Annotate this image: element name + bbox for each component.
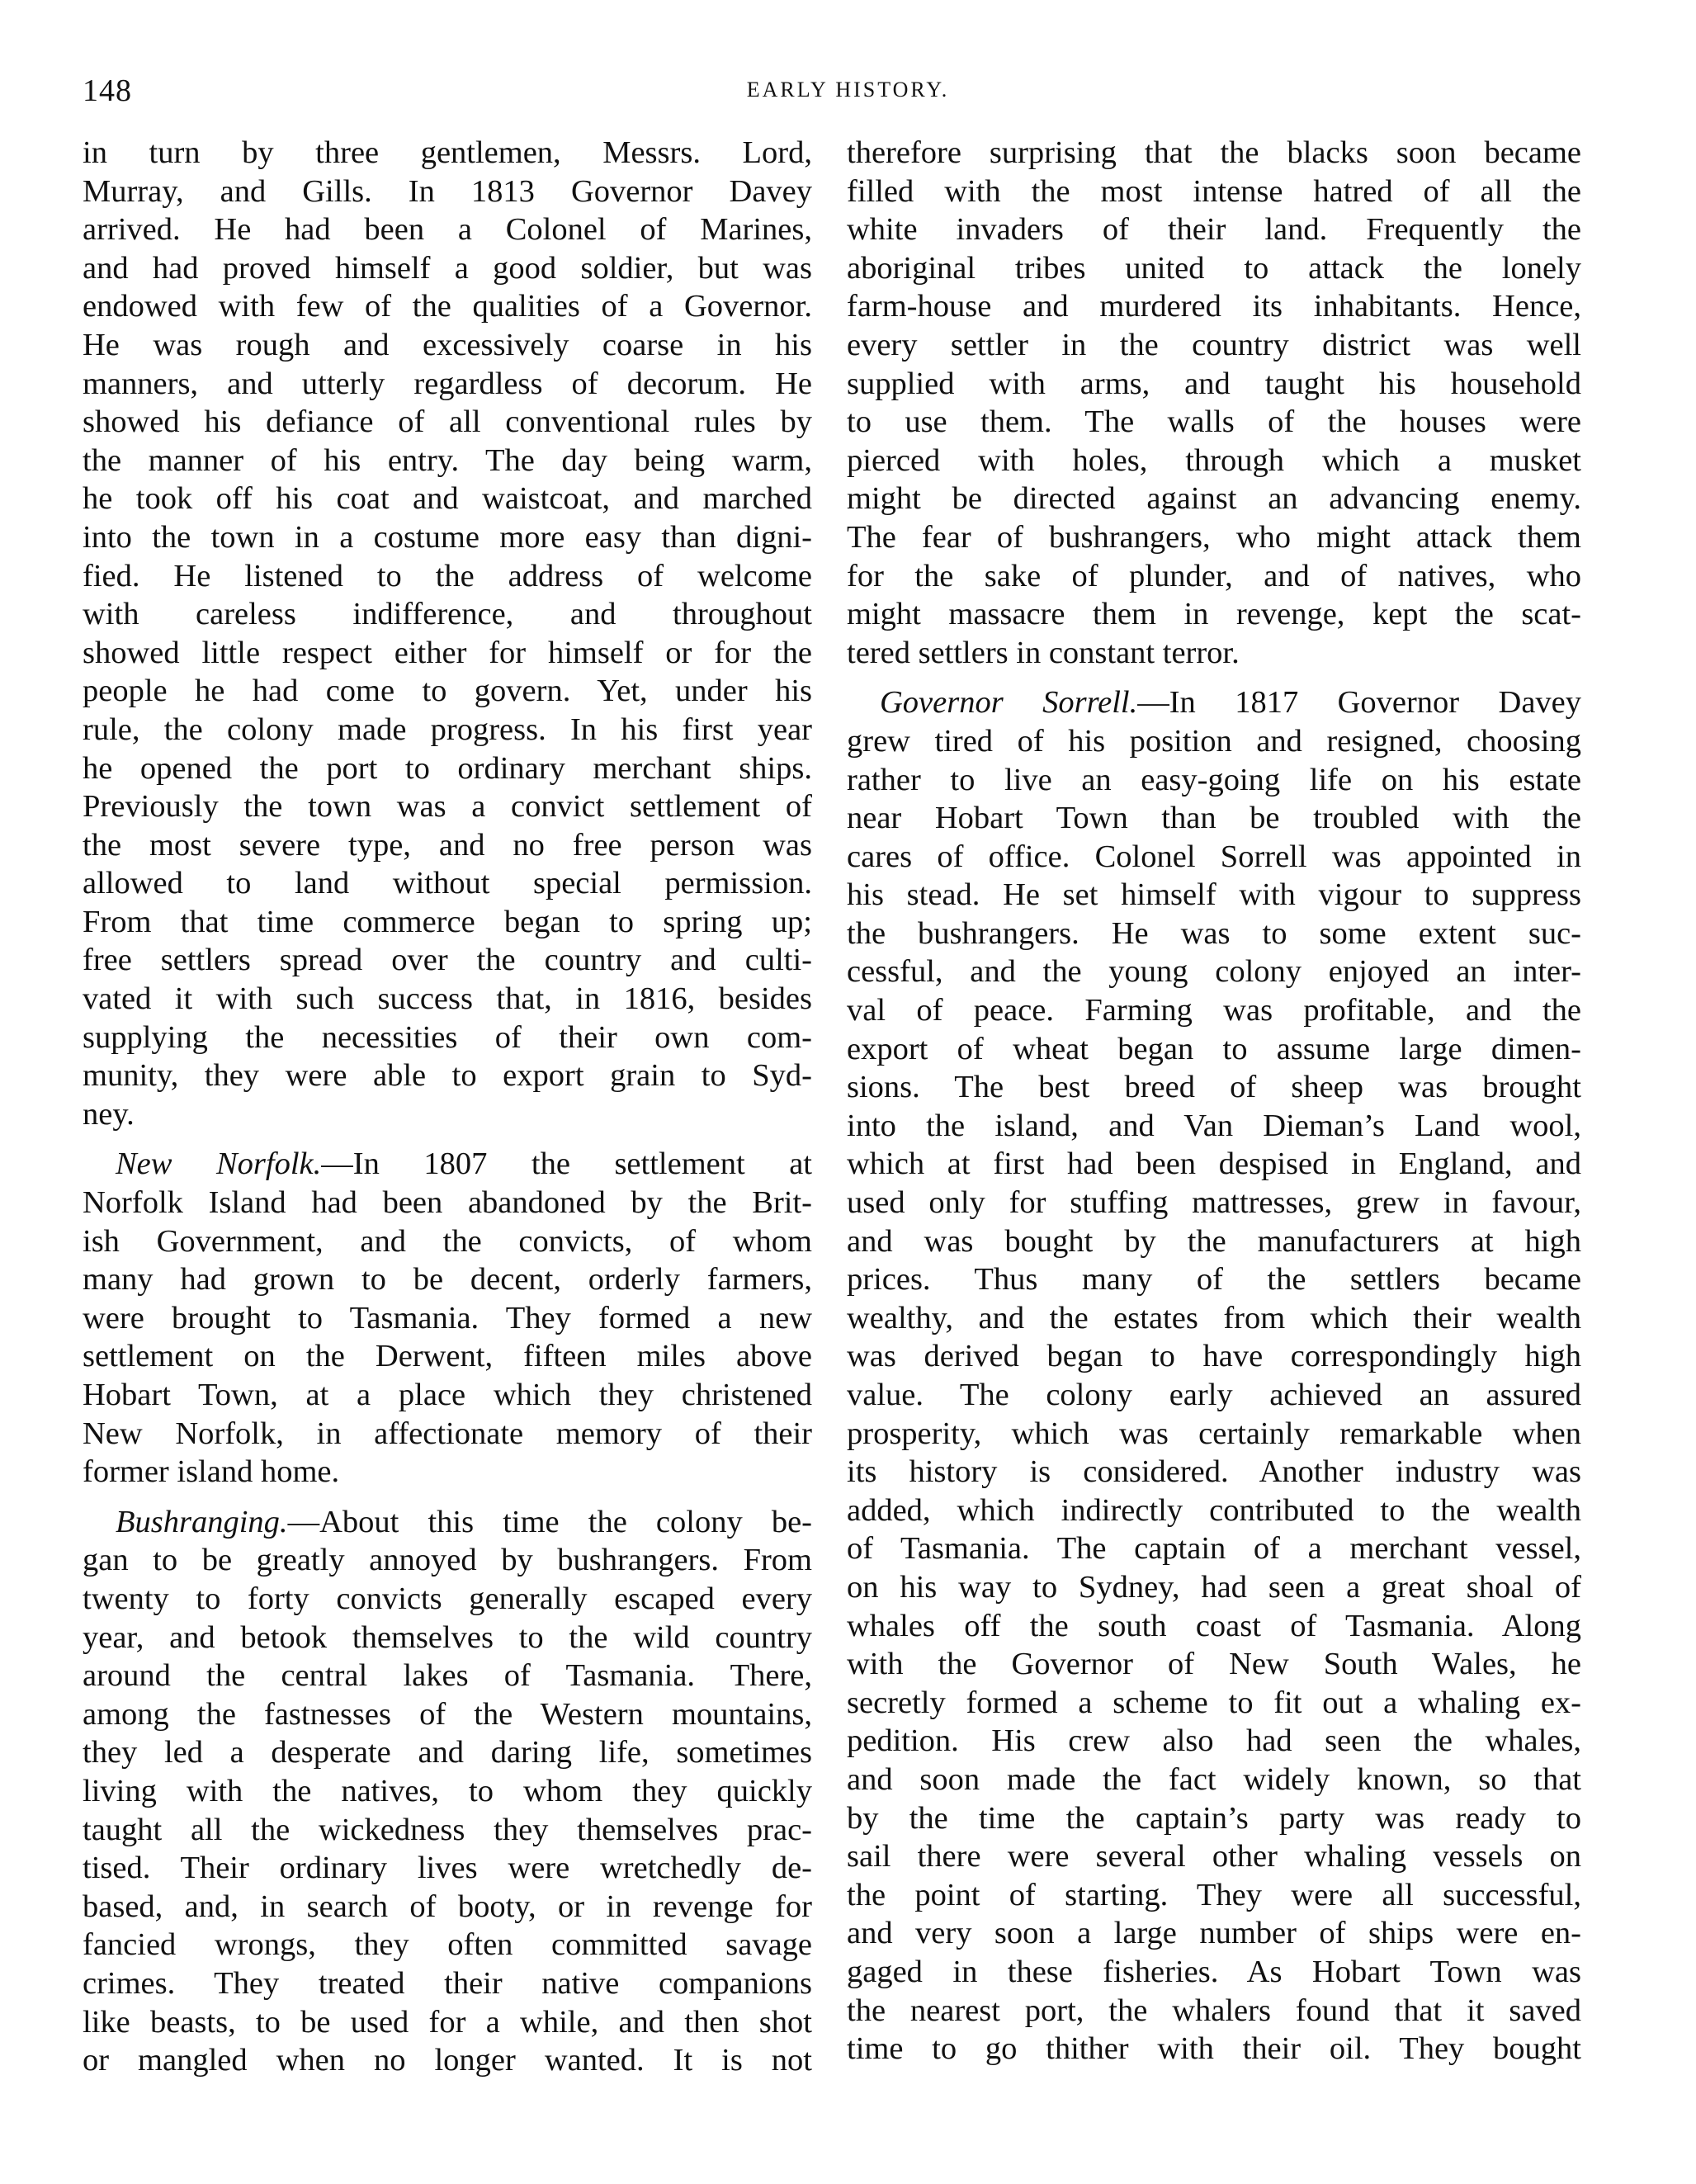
text-line: gan to be greatly annoyed by bushrangers. From <box>83 1543 812 1578</box>
text-line: tered settlers in constant terror. <box>847 635 1240 670</box>
text-line: He was rough and excessively coarse in his <box>83 327 812 362</box>
text-line: gaged in these fisheries. As Hobart Town was <box>847 1954 1581 1989</box>
text-line: he took off his coat and waistcoat, and marched <box>83 481 812 517</box>
text-line: might be directed against an advancing enemy. <box>847 481 1581 517</box>
text-line: secretly formed a scheme to fit out a whaling ex- <box>847 1685 1581 1720</box>
text-line: into the island, and Van Dieman’s Land wool, <box>847 1108 1581 1143</box>
paragraph-body <box>847 722 1581 2068</box>
text-line: supplied with arms, and taught his household <box>847 366 1581 401</box>
text-line: ney. <box>83 1096 135 1132</box>
text-line: Previously the town was a convict settlement of <box>83 789 812 825</box>
text-line: The fear of bushrangers, who might attack them <box>847 519 1581 555</box>
text-line: wealthy, and the estates from which their wealth <box>847 1300 1581 1335</box>
paragraph-gap <box>847 672 1581 683</box>
text-line: prices. Thus many of the settlers became <box>847 1262 1581 1298</box>
text-line: cessful, and the young colony enjoyed an inter- <box>847 954 1581 990</box>
text-line: its history is considered. Another industry was <box>847 1454 1581 1490</box>
text-line: aboriginal tribes united to attack the lonely <box>847 250 1581 286</box>
text-line: val of peace. Farming was profitable, and the <box>847 993 1581 1028</box>
text-line: manners, and utterly regardless of decorum. He <box>83 366 812 401</box>
text-line: cares of office. Colonel Sorrell was appointed in <box>847 839 1581 874</box>
text-line: white invaders of their land. Frequently the <box>847 212 1581 248</box>
text-line: Murray, and Gills. In 1813 Governor Davey <box>83 173 812 209</box>
text-line: whales off the south coast of Tasmania. Along <box>847 1608 1581 1643</box>
left-column <box>83 134 812 2080</box>
text-line: many had grown to be decent, orderly farmers, <box>83 1262 812 1298</box>
text-line: showed his defiance of all conventional rules by <box>83 404 812 440</box>
page-number: 148 <box>83 73 132 108</box>
text-line: of Tasmania. The captain of a merchant vessel, <box>847 1531 1581 1567</box>
text-line: time to go thither with their oil. They bought <box>847 2031 1581 2067</box>
running-head-title: EARLY HISTORY. <box>746 78 950 102</box>
text-line: living with the natives, to whom they quickly <box>83 1773 812 1808</box>
text-line: endowed with few of the qualities of a Governor. <box>83 289 812 324</box>
text-line: for the sake of plunder, and of natives, who <box>847 558 1581 593</box>
text-line: near Hobart Town than be troubled with the <box>847 801 1581 836</box>
paragraph-first-line <box>847 683 1581 722</box>
section-heading-governor-sorrell: Governor Sorrell. <box>880 685 1138 721</box>
text-line: ish Government, and the convicts, of whom <box>83 1223 812 1259</box>
text-line: in turn by three gentlemen, Messrs. Lord, <box>83 135 812 170</box>
text-line: Hobart Town, at a place which they christened <box>83 1378 812 1412</box>
text-line: sions. The best breed of sheep was brought <box>847 1070 1581 1105</box>
text-line: with the Governor of New South Wales, he <box>847 1647 1581 1682</box>
text-line: export of wheat began to assume large dimen- <box>847 1031 1581 1066</box>
text-line: the point of starting. They were all successful, <box>847 1877 1581 1912</box>
paragraph-body <box>83 1184 812 1491</box>
text-line: added, which indirectly contributed to the wealth <box>847 1492 1581 1528</box>
text-line: farm-house and murdered its inhabitants. Hence, <box>847 289 1581 324</box>
text-line: prosperity, which was certainly remarkable when <box>847 1416 1581 1451</box>
text-line: among the fastnesses of the Western mountains, <box>83 1696 812 1732</box>
text-line: on his way to Sydney, had seen a great shoal of <box>847 1569 1581 1605</box>
paragraph-text: —In 1817 Governor Davey <box>1137 685 1581 721</box>
text-line: rule, the colony made progress. In his first year <box>83 711 812 747</box>
text-line: From that time commerce began to spring up; <box>83 904 812 939</box>
text-line: the most severe type, and no free person was <box>83 827 812 863</box>
text-line: grew tired of his position and resigned, choosing <box>847 723 1581 759</box>
text-line: former island home. <box>83 1454 340 1490</box>
paragraph-gap <box>83 1133 812 1145</box>
text-line: the nearest port, the whalers found that it saved <box>847 1993 1581 2028</box>
text-line: New Norfolk, in affectionate memory of their <box>83 1416 812 1451</box>
text-line: into the town in a costume more easy than digni- <box>83 519 812 555</box>
text-line: he opened the port to ordinary merchant ships. <box>83 750 812 786</box>
text-line: with careless indifference, and throughout <box>83 597 812 632</box>
text-line: pedition. His crew also had seen the whales, <box>847 1723 1581 1759</box>
paragraph-blacks-hatred <box>847 134 1581 672</box>
text-line: year, and betook themselves to the wild country <box>83 1619 812 1655</box>
text-line: based, and, in search of booty, or in revenge for <box>83 1889 812 1924</box>
text-line: taught all the wickedness they themselves prac- <box>83 1812 812 1847</box>
paragraph-new-norfolk <box>83 1145 812 1491</box>
text-line: like beasts, to be used for a while, and then shot <box>83 2004 812 2040</box>
text-line: fied. He listened to the address of welcome <box>83 558 812 593</box>
text-line: fancied wrongs, they often committed savage <box>83 1927 812 1963</box>
text-line: free settlers spread over the country and culti- <box>83 943 812 978</box>
paragraph-body <box>83 1541 812 2079</box>
text-line: and was bought by the manufacturers at high <box>847 1223 1581 1259</box>
text-line: supplying the necessities of their own com- <box>83 1019 812 1055</box>
text-line: the bushrangers. He was to some extent suc- <box>847 915 1581 951</box>
text-line: by the time the captain’s party was ready to <box>847 1800 1581 1836</box>
text-line: twenty to forty convicts generally escaped every <box>83 1581 812 1616</box>
text-line: vated it with such success that, in 1816, besides <box>83 981 812 1017</box>
right-column <box>847 134 1581 2068</box>
paragraph-gap <box>83 1491 812 1503</box>
text-line: tised. Their ordinary lives were wretchedly de- <box>83 1851 812 1886</box>
text-line: they led a desperate and daring life, sometimes <box>83 1735 812 1770</box>
text-line: every settler in the country district was well <box>847 327 1581 362</box>
text-line: Norfolk Island had been abandoned by the Brit- <box>83 1185 812 1221</box>
paragraph-davey-arrival <box>83 134 812 1133</box>
text-line: around the central lakes of Tasmania. There, <box>83 1658 812 1694</box>
paragraph-bushranging <box>83 1503 812 2080</box>
text-line: sail there were several other whaling vessels on <box>847 1839 1581 1874</box>
paragraph-text: —In 1807 the settlement at <box>321 1146 812 1182</box>
text-line: might massacre them in revenge, kept the scat- <box>847 597 1581 632</box>
paragraph-governor-sorrell <box>847 683 1581 2068</box>
paragraph-first-line <box>83 1503 812 1542</box>
text-line: used only for stuffing mattresses, grew in favour, <box>847 1185 1581 1221</box>
text-line: arrived. He had been a Colonel of Marines, <box>83 212 812 248</box>
text-line: showed little respect either for himself or for the <box>83 635 812 670</box>
text-line: and very soon a large number of ships were en- <box>847 1916 1581 1951</box>
text-line: people he had come to govern. Yet, under his <box>83 674 812 709</box>
text-line: which at first had been despised in England, and <box>847 1146 1581 1182</box>
text-line: was derived began to have correspondingly high <box>847 1339 1581 1374</box>
section-heading-new-norfolk: New Norfolk. <box>116 1146 322 1182</box>
text-line: crimes. They treated their native companions <box>83 1965 812 2001</box>
text-line: rather to live an easy-going life on his estate <box>847 762 1581 797</box>
text-line: and had proved himself a good soldier, but was <box>83 250 812 286</box>
paragraph-text: —About this time the colony be- <box>287 1504 812 1539</box>
text-line: the manner of his entry. The day being warm, <box>83 442 812 478</box>
text-line: settlement on the Derwent, fifteen miles above <box>83 1339 812 1374</box>
text-line: pierced with holes, through which a musket <box>847 442 1581 478</box>
text-line: or mangled when no longer wanted. It is not <box>83 2043 812 2078</box>
section-heading-bushranging: Bushranging. <box>116 1504 288 1539</box>
text-line: therefore surprising that the blacks soon became <box>847 135 1581 170</box>
text-line: and soon made the fact widely known, so that <box>847 1761 1581 1797</box>
text-line: filled with the most intense hatred of all the <box>847 173 1581 209</box>
text-line: to use them. The walls of the houses were <box>847 404 1581 440</box>
text-line: munity, they were able to export grain to Syd- <box>83 1058 812 1094</box>
paragraph-first-line <box>83 1145 812 1184</box>
text-line: his stead. He set himself with vigour to suppress <box>847 877 1581 913</box>
text-line: value. The colony early achieved an assured <box>847 1378 1581 1412</box>
text-line: allowed to land without special permission. <box>83 866 812 901</box>
text-line: were brought to Tasmania. They formed a new <box>83 1300 812 1335</box>
